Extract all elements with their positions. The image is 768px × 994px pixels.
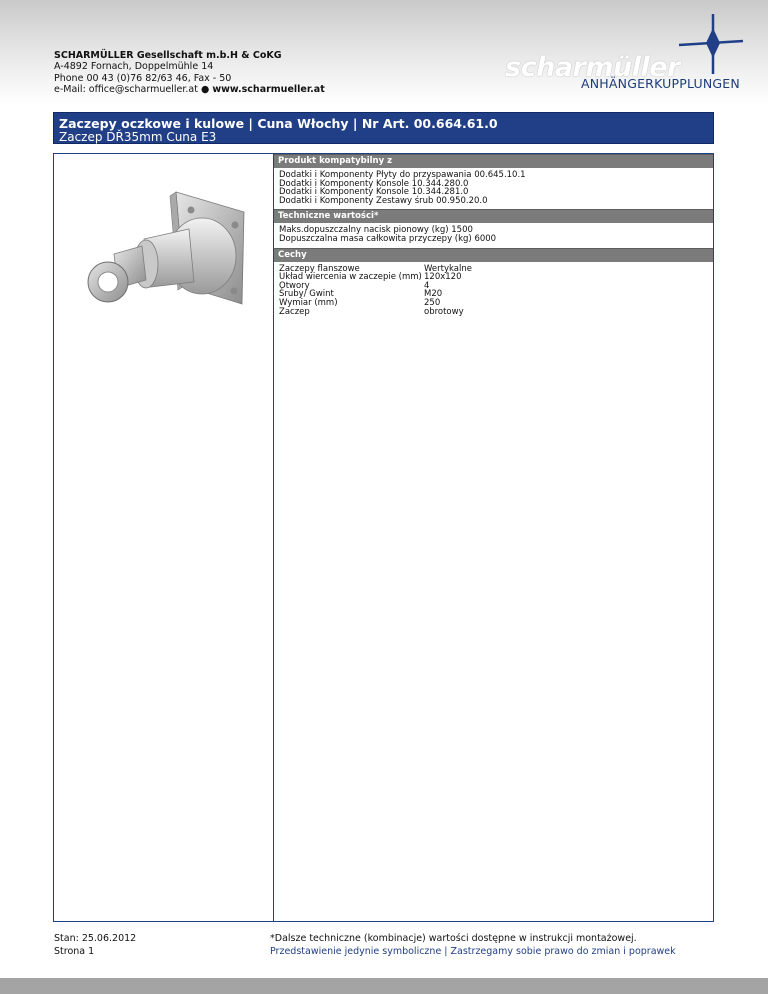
company-phone: Phone 00 43 (0)76 82/63 46, Fax - 50: [54, 72, 232, 84]
company-email[interactable]: e-Mail: office@scharmueller.at: [54, 83, 198, 95]
footer-technical-note: *Dalsze techniczne (kombinacje) wartości dostępne w instrukcji montażowej.: [270, 933, 637, 944]
compatible-item: Dodatki i Komponenty Płyty do przyspawania 00.645.10.1: [279, 170, 526, 180]
feature-row: [279, 290, 709, 299]
image-column: [54, 154, 274, 921]
company-info: [54, 50, 325, 95]
feature-label: Śruby/ Gwint: [279, 289, 334, 300]
feature-value: 4: [424, 280, 430, 291]
footer-notes: [270, 932, 676, 958]
bottom-band: [0, 978, 768, 994]
features-table: [274, 262, 713, 321]
feature-row: [279, 282, 709, 291]
compatible-list: [274, 168, 713, 209]
technical-item: Dopuszczalna masa całkowita przyczepy (kg) 6000: [279, 233, 497, 244]
bullet-separator: ●: [200, 83, 210, 95]
company-name: SCHARMÜLLER Gesellschaft m.b.H & CoKG: [54, 50, 282, 61]
product-image-icon: [84, 184, 254, 334]
feature-label: Otwory: [279, 280, 310, 291]
footer-disclaimer: Przedstawienie jedynie symboliczne | Zastrzegamy sobie prawo do zmian i poprawek: [270, 946, 676, 957]
footer-page-number: Strona 1: [54, 946, 95, 957]
company-web-link[interactable]: www.scharmueller.at: [212, 83, 325, 95]
features-heading: Cechy: [274, 248, 713, 262]
footer-meta: [54, 932, 136, 958]
compatible-item: Dodatki i Komponenty Zestawy śrub 00.950.20.0: [279, 195, 488, 206]
product-subtitle: Zaczep DŘ35mm Cuna E3: [59, 130, 217, 144]
page-title: Zaczepy oczkowe i kulowe | Cuna Włochy | Nr Art. 00.664.61.0: [59, 116, 498, 131]
compatible-item: Dodatki i Komponenty Konsole 10.344.280.0: [279, 178, 469, 189]
logo-cross-icon: [673, 12, 745, 76]
logo-tagline: ANHÄNGERKUPPLUNGEN: [581, 76, 740, 91]
feature-value: Wertykalne: [424, 263, 472, 274]
feature-label: Wymiar (mm): [279, 297, 338, 308]
technical-list: [274, 223, 713, 247]
logo-wordmark: scharmüller: [505, 52, 680, 83]
feature-label: Zaczepy flanszowe: [279, 263, 360, 274]
compatible-heading: Produkt kompatybilny z: [274, 154, 713, 168]
content-panel: [53, 153, 714, 922]
feature-value: obrotowy: [424, 306, 464, 317]
feature-row: [279, 273, 709, 282]
details-column: [274, 154, 713, 320]
feature-row: [279, 299, 709, 308]
feature-label: Zaczep: [279, 306, 310, 317]
feature-value: 250: [424, 297, 441, 308]
compatible-item: Dodatki i Komponenty Konsole 10.344.281.0: [279, 187, 469, 198]
feature-row: [279, 308, 709, 317]
title-bar: [53, 112, 714, 144]
feature-value: M20: [424, 289, 443, 300]
company-contact: [54, 84, 325, 95]
footer-date: Stan: 25.06.2012: [54, 933, 137, 944]
company-address: A-4892 Fornach, Doppelmühle 14: [54, 61, 214, 73]
scharmueller-logo: [505, 12, 745, 90]
feature-label: Układ wiercenia w zaczepie (mm): [279, 272, 422, 283]
feature-value: 120x120: [424, 272, 462, 283]
technical-heading: Techniczne wartości*: [274, 209, 713, 223]
technical-item: Maks.dopuszczalny nacisk pionowy (kg) 1500: [279, 225, 473, 236]
